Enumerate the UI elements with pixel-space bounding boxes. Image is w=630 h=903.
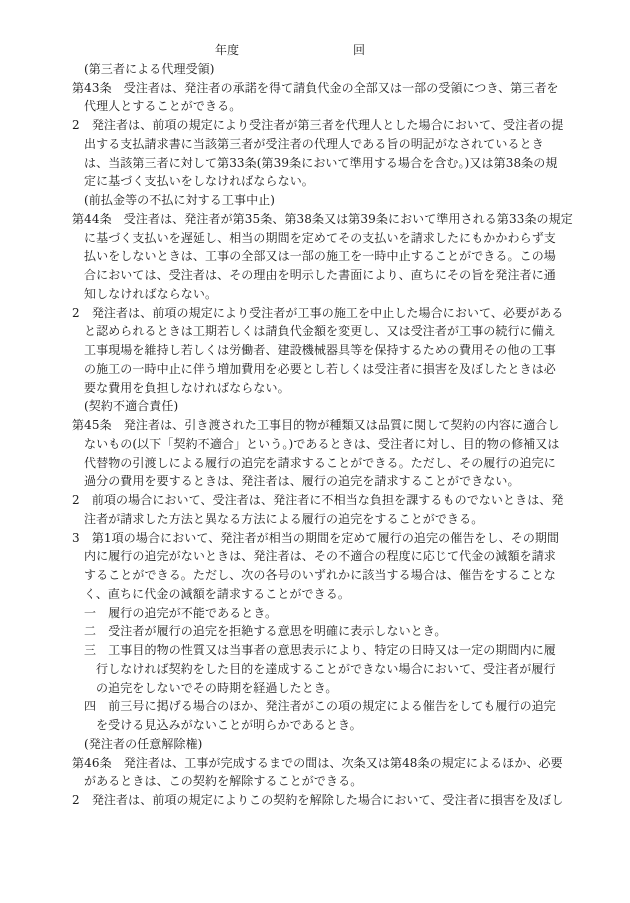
section-caption-line: (前払金等の不払に対する工事中止) bbox=[84, 193, 276, 207]
continuation-line: ないもの(以下「契約不適合」という。)であるときは、受注者に対し、目的物の修補又は bbox=[84, 436, 560, 451]
continuation-line: を受ける見込みがないことが明らかであるとき。 bbox=[96, 718, 362, 732]
continuation-line: 注者が請求した方法と異なる方法による履行の追完をすることができる。 bbox=[84, 511, 484, 526]
continuation-line: 工事現場を維持し若しくは労働者、建設機械器具等を保持するための費用その他の工事 bbox=[84, 343, 556, 357]
section-caption-line: (契約不適合責任) bbox=[84, 399, 179, 414]
continuation-line: の施工の一時中止に伴う増加費用を必要とし若しくは受注者に損害を及ぼしたときは必 bbox=[84, 361, 556, 376]
document-content bbox=[72, 41, 573, 810]
section-caption-line: (第三者による代理受領) bbox=[84, 61, 215, 76]
continuation-line: することができる。ただし、次の各号のいずれかに該当する場合は、催告をすることな bbox=[84, 568, 556, 582]
paragraph-opening-line: 2 前項の場合において、受注者は、発注者に不相当な負担を課するものでないときは、発 bbox=[72, 493, 564, 507]
document-body bbox=[72, 60, 573, 810]
enumerated-item-line: 二 受注者が履行の追完を拒絶する意思を明確に表示しないとき。 bbox=[84, 624, 447, 639]
paragraph-opening-line: 2 発注者は、前項の規定によりこの契約を解除した場合において、受注者に損害を及ぼし bbox=[72, 793, 564, 807]
continuation-line: 内に履行の追完がないときは、発注者は、その不適合の程度に応じて代金の減額を請求 bbox=[84, 549, 556, 564]
continuation-line: 知しなければならない。 bbox=[84, 286, 218, 301]
paragraph-opening-line: 2 発注者は、前項の規定により受注者が第三者を代理人とした場合において、受注者の提 bbox=[72, 118, 564, 132]
fiscal-year-label: 年度 bbox=[215, 43, 240, 57]
continuation-line: 要な費用を負担しなければならない。 bbox=[84, 380, 290, 395]
continuation-line: く、直ちに代金の減額を請求することができる。 bbox=[84, 586, 350, 601]
article-opening-line: 第45条 発注者は、引き渡された工事目的物が種類又は品質に関して契約の内容に適合し bbox=[72, 418, 560, 432]
continuation-line: の追完をしないでその時期を経過したとき。 bbox=[96, 680, 338, 695]
article-opening-line: 第44条 受注者は、発注者が第35条、第38条又は第39条において準用される第33条の規定 bbox=[72, 211, 573, 226]
continuation-line: 定に基づく支払いをしなければならない。 bbox=[84, 174, 314, 189]
paragraph-opening-line: 3 第1項の場合において、発注者が相当の期間を定めて履行の追完の催告をし、その期間 bbox=[72, 530, 560, 545]
continuation-line: 代替物の引渡しによる履行の追完を請求することができる。ただし、その履行の追完に bbox=[84, 455, 556, 470]
continuation-line: と認められるときは工期若しくは請負代金額を変更し、又は受注者が工事の続行に備え bbox=[84, 324, 556, 339]
continuation-line: 過分の費用を要するときは、発注者は、履行の追完を請求することができない。 bbox=[84, 474, 520, 489]
continuation-line: に基づく支払いを遅延し、相当の期間を定めてその支払いを請求したにもかかわらず支 bbox=[84, 230, 556, 245]
enumerated-item-line: 三 工事目的物の性質又は当事者の意思表示により、特定の日時又は一定の期間内に履 bbox=[84, 643, 556, 657]
paragraph-opening-line: 2 発注者は、前項の規定により受注者が工事の施工を中止した場合において、必要がある bbox=[72, 305, 564, 320]
header-fields-line bbox=[72, 41, 570, 60]
continuation-line: があるときは、この契約を解除することができる。 bbox=[84, 774, 363, 789]
round-label: 回 bbox=[353, 43, 366, 57]
enumerated-item-line: 四 前三号に掲げる場合のほか、発注者がこの項の規定による催告をしても履行の追完 bbox=[84, 699, 556, 714]
continuation-line: 出する支払請求書に当該第三者が受注者の代理人である旨の明記がなされているとき bbox=[84, 136, 544, 151]
continuation-line: は、当該第三者に対して第33条(第39条において準用する場合を含む。)又は第38条の規 bbox=[84, 155, 558, 170]
continuation-line: 払いをしないときは、工事の全部又は一部の施工を一時中止することができる。この場 bbox=[84, 249, 556, 264]
section-caption-line: (発注者の任意解除権) bbox=[84, 736, 203, 751]
continuation-line: 行しなければ契約をした目的を達成することができない場合において、受注者が履行 bbox=[96, 661, 556, 676]
continuation-line: 合においては、受注者は、その理由を明示した書面により、直ちにその旨を発注者に通 bbox=[84, 268, 556, 282]
continuation-line: 代理人とすることができる。 bbox=[84, 99, 242, 114]
article-opening-line: 第43条 受注者は、発注者の承諾を得て請負代金の全部又は一部の受領につき、第三者を bbox=[72, 80, 559, 95]
enumerated-item-line: 一 履行の追完が不能であるとき。 bbox=[84, 605, 278, 620]
article-opening-line: 第46条 発注者は、工事が完成するまでの間は、次条又は第48条の規定によるほか、必要 bbox=[72, 755, 563, 770]
